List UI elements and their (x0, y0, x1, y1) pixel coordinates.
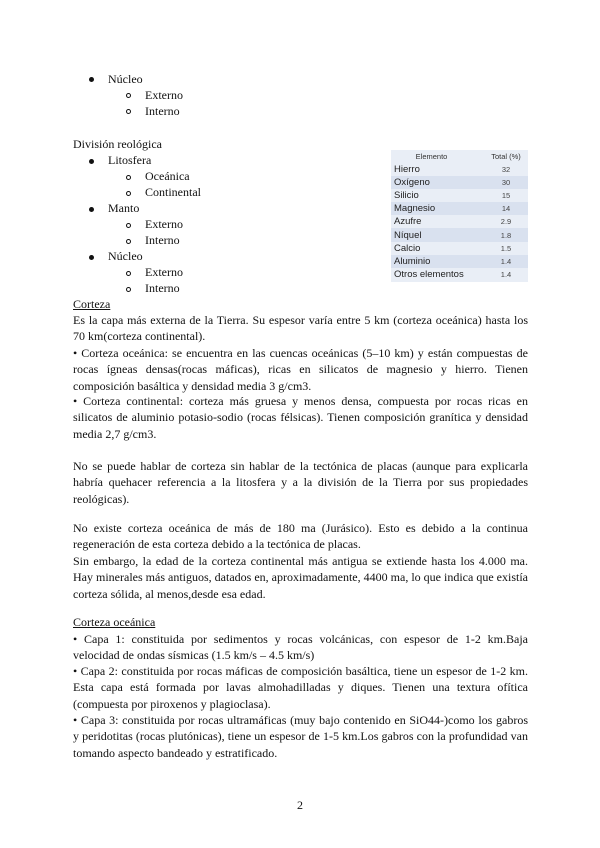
outline-item-nucleo: Núcleo (108, 72, 143, 86)
division-subitem: Externo (145, 265, 183, 279)
table-cell-element: Calcio (394, 242, 421, 254)
section-heading-corteza: Corteza (73, 297, 111, 311)
section-heading-corteza-oceanica: Corteza oceánica (73, 615, 156, 629)
table-cell-element: Oxígeno (391, 176, 484, 189)
table-cell-element: Hierro (394, 164, 420, 176)
paragraph: • Corteza continental: corteza más gruesa y menos densa, compuesta por rocas ricas en silicatos de aluminio potasio-sodio (rocas félsicas). Tienen composición granítica y densidad media 2,7 g/cm3. (73, 394, 528, 441)
table-cell-total: 30 (484, 176, 528, 189)
sub-bullet-icon (126, 175, 131, 180)
table-cell-element: Níquel (391, 228, 484, 241)
composition-table (391, 150, 528, 282)
division-item-nucleo: Núcleo (108, 249, 143, 263)
column-header-total: Total (%) (491, 152, 521, 161)
division-subitem: Interno (145, 233, 180, 247)
paragraph: Sin embargo, la edad de la corteza continental más antigua se extiende hasta los 4.000 ma. Hay minerales más antiguos, datados en, aproximadamente, 4400 ma, lo que indica que existía corteza sólida, al menos,desde esa edad. (73, 554, 528, 601)
sub-bullet-icon (126, 93, 131, 98)
sub-bullet-icon (126, 287, 131, 292)
paragraph: • Capa 1: constituida por sedimentos y rocas volcánicas, con espesor de 1-2 km.Baja velocidad de ondas sísmicas (1.5 km/s – 4.5 km/s) (73, 632, 528, 663)
table-cell-element: Silicio (394, 190, 419, 202)
bullet-icon (89, 77, 94, 82)
paragraph: • Corteza oceánica: se encuentra en las cuencas oceánicas (5–10 km) y están compuestas de rocas ígneas densas(rocas máficas), ricas en silicatos de magnesio y hierro. Tienen composición basáltica y densidad media 3 g/cm3. (73, 346, 528, 393)
bullet-icon (89, 255, 94, 260)
table-cell-total: 1.5 (500, 243, 512, 253)
table-cell-element: Aluminio (391, 255, 484, 268)
division-item-manto: Manto (108, 201, 140, 215)
table-cell-total: 1.4 (484, 255, 528, 268)
division-subitem: Continental (145, 185, 201, 199)
page-number: 2 (297, 798, 303, 812)
sub-bullet-icon (126, 239, 131, 244)
division-item-litosfera: Litosfera (108, 153, 152, 167)
paragraph: • Capa 3: constituida por rocas ultramáficas (muy bajo contenido en SiO44-)como los gabros y peridotitas (rocas plutónicas), tiene un espesor de 1-5 km.Los gabros con la profundidad van tomando aspecto bandeado y estratificado. (73, 713, 528, 760)
sub-bullet-icon (126, 223, 131, 228)
sub-bullet-icon (126, 109, 131, 114)
table-cell-element: Magnesio (391, 202, 484, 215)
division-subitem: Interno (145, 281, 180, 295)
paragraph: • Capa 2: constituida por rocas máficas de composición basáltica, tiene un espesor de 1-2 km. Esta capa está formada por lavas almohadilladas y diques. Tienen una textura ofítica (compuesta por piroxenos y plagioclasa). (73, 664, 528, 711)
division-title: División reológica (73, 137, 162, 151)
column-header-element: Elemento (415, 152, 448, 161)
division-subitem: Externo (145, 217, 183, 231)
table-cell-total: 1.4 (500, 269, 512, 279)
sub-bullet-icon (126, 271, 131, 276)
outline-subitem: Externo (145, 88, 183, 102)
table-cell-total: 1.8 (484, 228, 528, 241)
table-cell-total: 2.9 (500, 217, 512, 227)
paragraph: No existe corteza oceánica de más de 180 ma (Jurásico). Esto es debido a la continua regeneración de esta corteza debido a la tectónica de placas. (73, 521, 528, 552)
bullet-icon (89, 159, 94, 164)
table-cell-total: 14 (484, 202, 528, 215)
table-cell-element: Azufre (394, 216, 422, 228)
paragraph: Es la capa más externa de la Tierra. Su espesor varía entre 5 km (corteza oceánica) hasta los 70 km(corteza continental). (73, 313, 528, 344)
table-cell-total: 15 (501, 191, 511, 201)
paragraph: No se puede hablar de corteza sin hablar de la tectónica de placas (aunque para explicarla habría quehacer referencia a la litosfera y a la división de la Tierra por sus propiedades reológicas). (73, 459, 528, 506)
table-cell-element: Otros elementos (394, 268, 464, 280)
bullet-icon (89, 207, 94, 212)
table-cell-total: 32 (501, 165, 511, 175)
outline-subitem: Interno (145, 104, 180, 118)
division-subitem: Oceánica (145, 169, 190, 183)
sub-bullet-icon (126, 191, 131, 196)
